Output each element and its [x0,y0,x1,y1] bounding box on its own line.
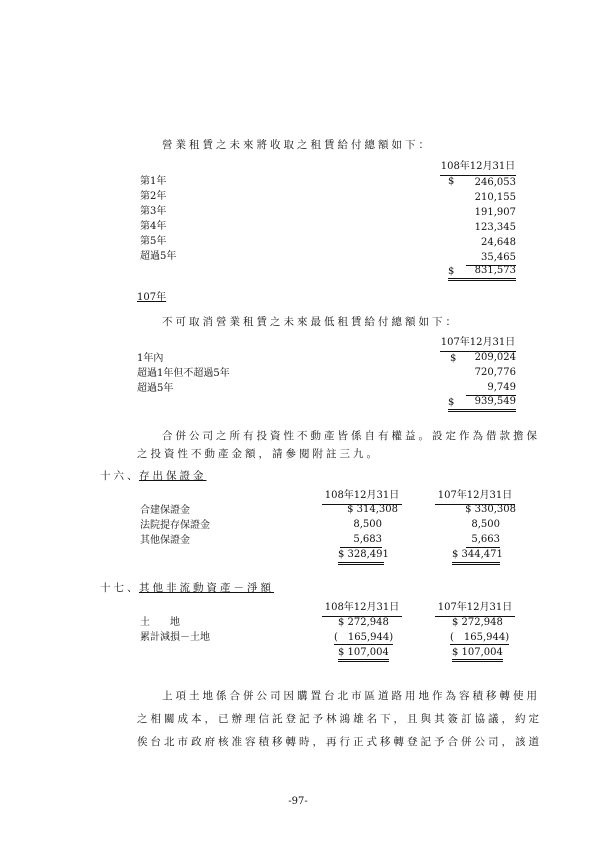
sec16-total-2018: $ 344,471 [452,548,500,565]
sec16-total-2019: $ 328,491 [338,548,384,565]
sec16-value-2019: $ 314,308 [347,504,398,515]
sec17-header-2019: 108年12月31日 [324,602,400,613]
op-lease-row-label: 第1年 [140,176,167,187]
sec17-total-2018: $ 107,004 [452,647,503,662]
currency-symbol: $ [448,397,455,408]
page-number: -97- [288,796,308,807]
section-16-number: 十六、 [100,470,141,482]
sec17-value-2018: ( 165,944) [450,632,510,643]
min-lease-row-value: 9,749 [466,381,516,396]
min-lease-row-label: 1年內 [137,353,164,364]
op-lease-row-value: 191,907 [474,207,516,218]
section-17-number: 十七、 [100,582,141,594]
year-107-heading: 107年 [137,292,167,303]
para-land-line1: 上項土地係合併公司因購置台北市區道路用地作為容積移轉使用 [162,690,540,702]
min-lease-row-label: 超過5年 [137,383,174,394]
para-investment-line1: 合併公司之所有投資性不動產皆係自有權益。設定作為借款擔保 [162,430,540,442]
para-land-line3: 俟台北市政府核准容積移轉時，再行正式移轉登記予合併公司，該道 [137,736,542,748]
currency-symbol: $ [450,353,457,364]
min-lease-row-label: 超過1年但不超過5年 [137,368,230,379]
op-lease-row-value: 246,053 [474,177,516,188]
sec17-value-2019: $ 272,948 [338,617,389,628]
op-lease-row-label: 第4年 [140,221,167,232]
min-lease-header: 107年12月31日 [440,337,516,348]
op-lease-row-value: 210,155 [474,192,516,203]
op-lease-row-value: 24,648 [481,237,516,248]
sec16-value-2019: 5,683 [340,533,382,548]
sec17-row-label: 累計減損－土地 [140,632,210,643]
op-lease-row-label: 第2年 [140,191,167,202]
sec17-value-2019: ( 165,944) [334,632,394,643]
min-lease-intro: 不可取消營業租賃之未來最低租賃給付總額如下： [162,316,459,328]
op-lease-row-value: 35,465 [466,251,516,266]
sec16-header-2019: 108年12月31日 [324,490,400,501]
sec16-row-label: 其他保證金 [140,535,190,546]
sec16-value-2018: $ 330,308 [465,504,516,515]
sec16-value-2019: 8,500 [353,519,382,530]
op-lease-header: 108年12月31日 [440,161,516,172]
section-16-title: 存出保證金 [139,470,207,482]
op-lease-row-label: 第5年 [140,236,167,247]
op-lease-row-label: 超過5年 [140,251,177,262]
sec16-row-label: 法院提存保證金 [140,520,210,531]
min-lease-row-value: 720,776 [474,367,516,378]
op-lease-total: 831,573 [448,264,516,281]
sec17-value-2018: $ 272,948 [452,617,503,628]
section-17-title: 其他非流動資產－淨額 [139,582,274,594]
sec16-header-2018: 107年12月31日 [437,490,513,501]
sec16-value-2018: 5,663 [466,533,500,548]
op-lease-row-label: 第3年 [140,206,167,217]
sec17-header-2018: 107年12月31日 [437,602,513,613]
op-lease-row-value: 123,345 [474,222,516,233]
min-lease-total: 939,549 [448,395,516,412]
sec17-total-2019: $ 107,004 [338,647,389,662]
sec16-row-label: 合建保證金 [140,505,190,516]
para-land-line2: 之相關成本，已辦理信託登記予林鴻雄名下，且與其簽訂協議，約定 [137,713,542,725]
min-lease-row-value: 209,024 [474,352,516,363]
currency-symbol: $ [448,176,455,187]
para-investment-line2: 之投資性不動產金額，請參閱附註三九。 [137,448,380,460]
sec17-row-label: 土 地 [140,617,180,628]
op-lease-intro: 營業租賃之未來將收取之租賃給付總額如下： [162,139,432,151]
sec16-value-2018: 8,500 [471,519,500,530]
currency-symbol: $ [448,266,455,277]
